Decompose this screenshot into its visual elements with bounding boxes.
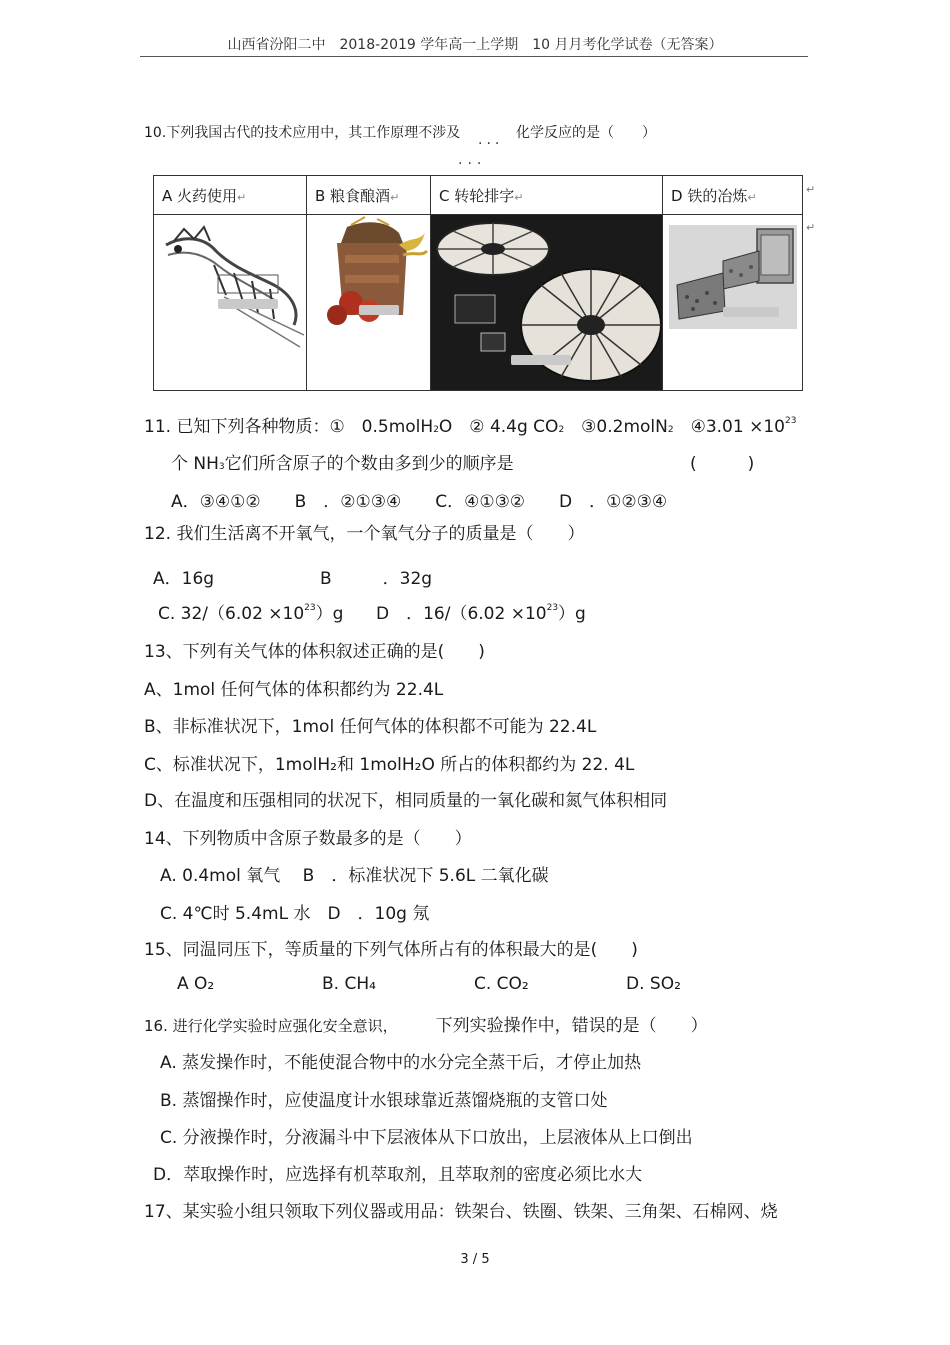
option-c-image-cell xyxy=(431,215,663,391)
blurred-caption xyxy=(511,355,571,365)
question-16-option-d: D．萃取操作时，应选择有机萃取剂，且萃取剂的密度必须比水大 xyxy=(153,1165,643,1185)
question-12-stem: 12. 我们生活离不开氧气，一个氧气分子的质量是（ ） xyxy=(144,524,585,544)
option-c-label: C 转轮排字↵ xyxy=(431,176,663,215)
question-10-stem-end: 化学反应的是（ ） xyxy=(516,125,656,141)
row-end-mark: ↵ xyxy=(806,221,816,234)
page-header: 山西省汾阳二中 2018-2019 学年高一上学期 10 月月考化学试卷（无答案） xyxy=(227,37,723,53)
option-d-label: D 铁的冶炼↵ xyxy=(663,176,803,215)
question-14-options-ab: A. 0.4mol 氧气 B ．标准状况下 5.6L 二氧化碳 xyxy=(160,866,549,886)
iron-furnace-image xyxy=(663,215,802,390)
option-a-image-cell xyxy=(154,215,307,391)
question-14-options-cd: C. 4℃时 5.4mL 水 D ．10g 氖 xyxy=(160,904,430,924)
fireworks-dragon-image xyxy=(154,215,306,390)
question-13-option-a: A、1mol 任何气体的体积都约为 22.4L xyxy=(144,680,444,700)
header-divider xyxy=(140,56,808,57)
page-number: 3 / 5 xyxy=(460,1252,490,1267)
question-11-line-1: 11. 已知下列各种物质：① 0.5molH2O ② 4.4g CO2 ③0.2molN2 ④3.01 $\times 10^{23}$ xyxy=(144,416,797,437)
question-10-image-table xyxy=(153,175,803,391)
question-12-option-d: D ．$16/(6.02 \times 10^{23})g$ xyxy=(376,603,586,624)
option-a-label: A 火药使用↵ xyxy=(154,176,307,215)
emphasis-dots: ... xyxy=(458,152,487,168)
question-11-line-2: 个 NH3它们所含原子的个数由多到少的顺序是 xyxy=(171,454,514,474)
question-14-stem: 14、下列物质中含原子数最多的是（ ） xyxy=(144,829,472,849)
row-end-mark: ↵ xyxy=(806,183,816,196)
question-15-stem: 15、同温同压下，等质量的下列气体所占有的体积最大的是( ) xyxy=(144,940,638,960)
question-13-option-c: C、标准状况下，1molH₂和 1molH₂O 所占的体积都约为 22. 4L xyxy=(144,755,635,775)
question-10-stem: 10.下列我国古代的技术应用中，其工作原理不涉及 xyxy=(144,125,461,141)
question-13-option-b: B、非标准状况下，1mol 任何气体的体积都不可能为 22.4L xyxy=(144,717,597,737)
rotating-type-wheel-image xyxy=(431,215,662,390)
question-16-stem: 16. 进行化学实验时应强化安全意识， 下列实验操作中，错误的是（ ） xyxy=(144,1016,708,1036)
question-12-option-b: B ．32g xyxy=(320,569,433,589)
question-16-option-b: B. 蒸馏操作时，应使温度计水银球靠近蒸馏烧瓶的支管口处 xyxy=(160,1091,608,1111)
question-15-option-b: B. CH₄ xyxy=(322,974,376,994)
question-15-option-c: C. CO₂ xyxy=(474,974,529,994)
question-12-option-a: A．16g xyxy=(153,569,215,589)
wine-jar-image xyxy=(307,215,430,390)
option-b-image-cell xyxy=(307,215,431,391)
blurred-caption xyxy=(218,299,278,309)
question-15-option-a: A O₂ xyxy=(177,974,215,994)
emphasis-dots: ... xyxy=(478,132,504,148)
question-12-option-c: C. $32/(6.02 \times 10^{23})g$ xyxy=(158,603,344,624)
answer-paren: ( ) xyxy=(690,454,755,474)
question-11-options: A．③④①② B ．②①③④ C．④①③② D ．①②③④ xyxy=(171,492,668,512)
question-13-stem: 13、下列有关气体的体积叙述正确的是( ) xyxy=(144,642,485,662)
question-17-stem: 17、某实验小组只领取下列仪器或用品：铁架台、铁圈、铁架、三角架、石棉网、烧 xyxy=(144,1202,778,1222)
question-15-option-d: D. SO₂ xyxy=(626,974,681,994)
question-16-option-c: C. 分液操作时，分液漏斗中下层液体从下口放出，上层液体从上口倒出 xyxy=(160,1128,693,1148)
blurred-caption xyxy=(359,305,399,315)
option-d-image-cell xyxy=(663,215,803,391)
option-b-label: B 粮食酿酒↵ xyxy=(307,176,431,215)
question-16-option-a: A. 蒸发操作时，不能使混合物中的水分完全蒸干后，才停止加热 xyxy=(160,1053,642,1073)
question-13-option-d: D、在温度和压强相同的状况下，相同质量的一氧化碳和氮气体积相同 xyxy=(144,791,668,811)
blurred-caption xyxy=(723,307,779,317)
